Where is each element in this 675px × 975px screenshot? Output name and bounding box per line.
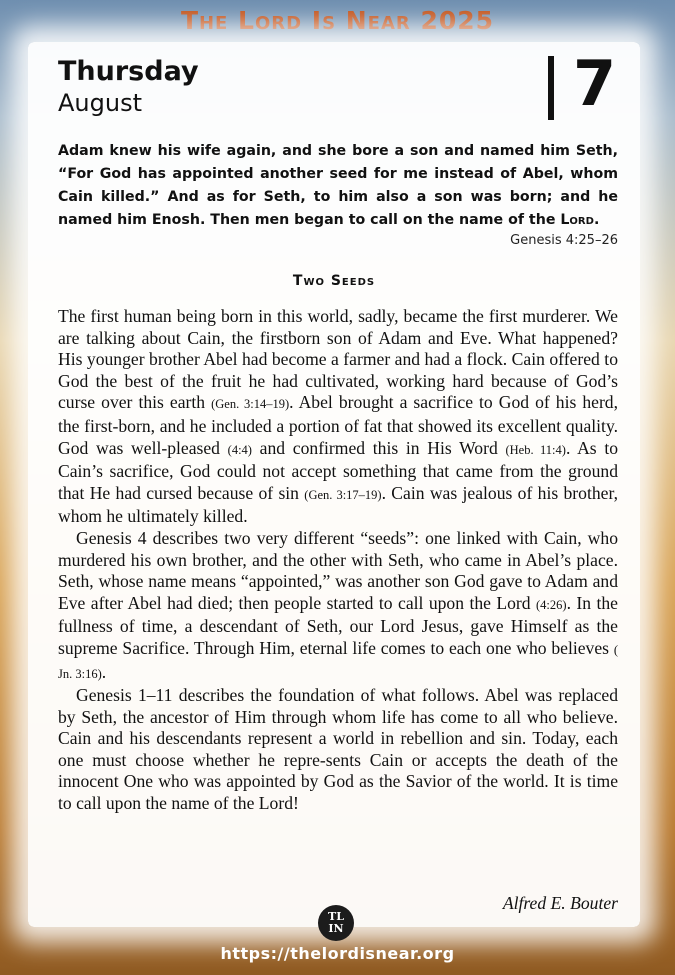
author-name: Alfred E. Bouter bbox=[502, 893, 618, 913]
text: . As to Cain’s sacrifice, God could not accept something that came from the ground that He had cursed because of sin bbox=[58, 437, 619, 503]
scripture-ref: (4:26) bbox=[536, 597, 567, 612]
tlin-logo-icon: TL IN bbox=[318, 905, 354, 941]
verse-lord: Lord bbox=[560, 212, 594, 228]
publication-title: The Lord Is Near 2025 bbox=[180, 6, 495, 35]
paragraph-2 bbox=[58, 528, 618, 685]
text: . Abel brought a sacrifice to God of his herd, the first-born, and he included a portion of fat that showed its excellent quality. God was well-pleased bbox=[58, 392, 619, 458]
scripture-verse bbox=[58, 140, 618, 232]
article-body bbox=[58, 306, 618, 815]
weekday: Thursday bbox=[58, 56, 199, 87]
text: The first human being born in this world, sadly, became the first murderer. We are talking about Cain, the firstborn son of Adam and Eve. What happened? His younger brother Abel had become a farmer and had a flock. Cain offered to God the best of the fruit he had cultivated, working hard because of God’s curse over this earth bbox=[58, 306, 618, 413]
month: August bbox=[58, 89, 142, 117]
verse-end: . bbox=[593, 212, 600, 228]
text: . In the fullness of time, a descendant of Seth, our Lord Jesus, gave Himself as the supreme Sacrifice. Through Him, eternal life comes to each one who believes bbox=[58, 592, 618, 658]
scripture-ref: ( Jn. 3:16) bbox=[58, 642, 618, 681]
scripture-ref: (Gen. 3:14–19) bbox=[211, 397, 290, 412]
paragraph-3: Genesis 1–11 describes the foundation of what follows. Abel was replaced by Seth, the ancestor of Him through whom life has come to all who believe. Cain and his descendants represent a world in rebellion and sin. Today, each one must choose whether he repre-sents Cain or accepts the death of the innocent One who was appointed by God as the Savior of the world. It is time to call upon the name of the Lord! bbox=[58, 685, 618, 814]
verse-text: Adam knew his wife again, and she bore a son and named him Seth, “For God has appointed another seed for me instead of Abel, whom Cain killed.” And as for Seth, to him also a son was born; and he named him Enosh. Then men began to call on the name of the bbox=[58, 143, 618, 228]
verse-reference: Genesis 4:25–26 bbox=[510, 233, 618, 248]
paragraph-1 bbox=[58, 306, 618, 528]
article-title: Two Seeds bbox=[292, 273, 376, 289]
devotional-card bbox=[28, 42, 640, 927]
text: Genesis 4 describes two very different “seeds”: one linked with Cain, who murdered his own brother, and the other with Seth, who came in Abel’s place. Seth, whose name means “appointed,” was another son God gave to Adam and Eve after Abel had died; then people started to call upon the Lord bbox=[58, 527, 618, 613]
text: . bbox=[101, 661, 107, 682]
website-link[interactable]: https://thelordisnear.org bbox=[220, 944, 455, 963]
scripture-ref: (Heb. 11:4) bbox=[505, 442, 566, 457]
day-number: 7 bbox=[573, 47, 617, 120]
scripture-ref: (Gen. 3:17–19) bbox=[304, 487, 382, 502]
text: and confirmed this in His Word bbox=[251, 437, 506, 458]
text: . Cain was jealous of his brother, whom he ultimately killed. bbox=[58, 482, 618, 527]
date-divider bbox=[548, 56, 554, 120]
scripture-ref: (4:4) bbox=[227, 442, 252, 457]
